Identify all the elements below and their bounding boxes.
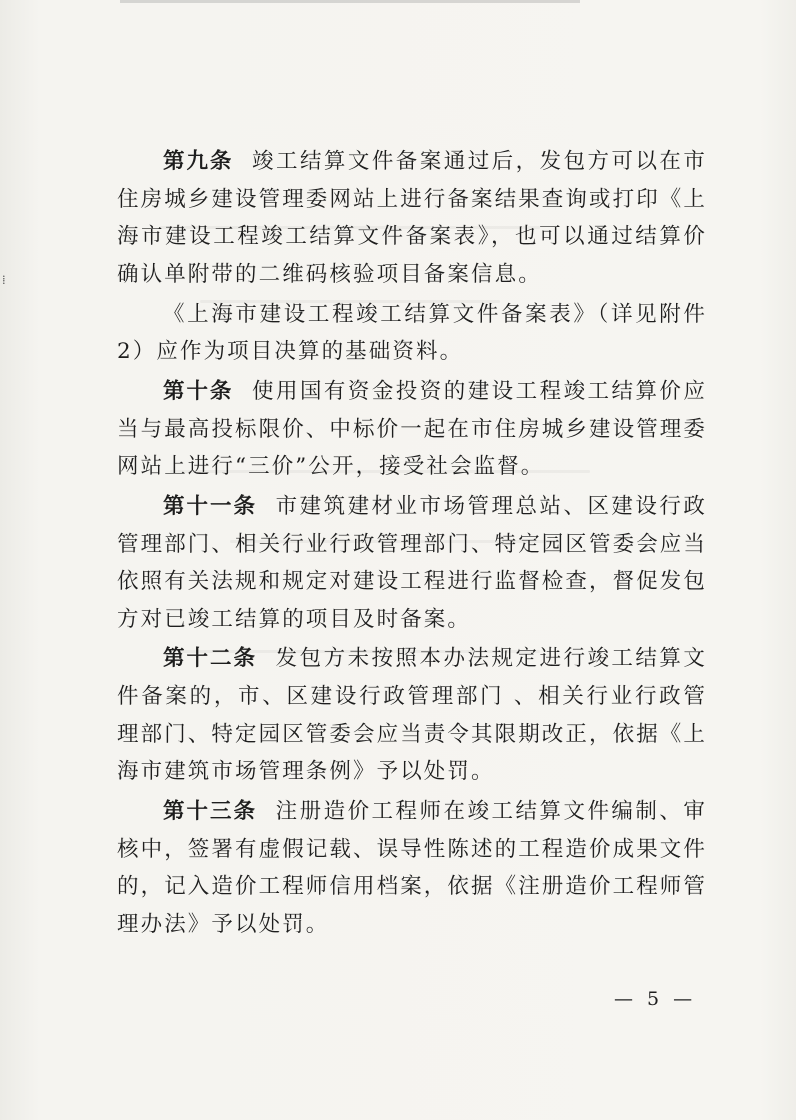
page-number: — 5 — — [614, 988, 697, 1010]
article-12-paragraph — [117, 640, 707, 790]
article-heading: 第十一条 — [163, 493, 257, 519]
binding-margin-mark: ⁞ — [2, 273, 6, 288]
article-heading: 第十条 — [163, 378, 234, 404]
heading-gap — [257, 646, 276, 671]
heading-gap — [233, 379, 252, 404]
article-10-paragraph — [117, 373, 707, 486]
heading-gap — [257, 799, 276, 824]
article-heading: 第十二条 — [163, 646, 257, 672]
article-text: 使用国有资金投资的建设工程竣工结算价应当与最高投标限价、中标价一起在市住房城乡建设管理委网站上进行“三价”公开，接受社会监督。 — [117, 378, 708, 480]
article-heading: 第九条 — [163, 149, 234, 174]
article-text: 注册造价工程师在竣工结算文件编制、审核中，签署有虚假记载、误导性陈述的工程造价成果文件的，记入造价工程师信用档案，依据《注册造价工程师管理办法》予以处罚。 — [117, 799, 708, 937]
article-13-paragraph — [117, 793, 707, 943]
article-text: 发包方未按照本办法规定进行竣工结算文件备案的，市、区建设行政管理部门 、相关行业行政管理部门、特定园区管委会应当责令其限期改正，依据《上海市建筑市场管理条例》予以处罚。 — [117, 646, 708, 785]
document-body — [117, 143, 707, 943]
attachment-note-paragraph — [117, 296, 707, 371]
scan-top-edge — [120, 0, 580, 3]
article-text: 市建筑建材业市场管理总站、区建设行政管理部门、相关行业行政管理部门、特定园区管委会应当依照有关法规和规定对建设工程进行监督检查，督促发包方对已竣工结算的项目及时备案。 — [117, 493, 708, 632]
article-text: 竣工结算文件备案通过后，发包方可以在市住房城乡建设管理委网站上进行备案结果查询或打印《上海市建设工程竣工结算文件备案表》，也可以通过结算价确认单附带的二维码核验项目备案信息。 — [117, 149, 708, 287]
heading-gap — [257, 494, 276, 519]
article-9-paragraph — [117, 143, 707, 293]
heading-gap — [233, 149, 252, 174]
article-heading: 第十三条 — [163, 799, 257, 825]
paragraph-text: 《上海市建设工程竣工结算文件备案表》（详见附件2）应作为项目决算的基础资料。 — [117, 301, 707, 365]
article-11-paragraph — [117, 488, 707, 638]
